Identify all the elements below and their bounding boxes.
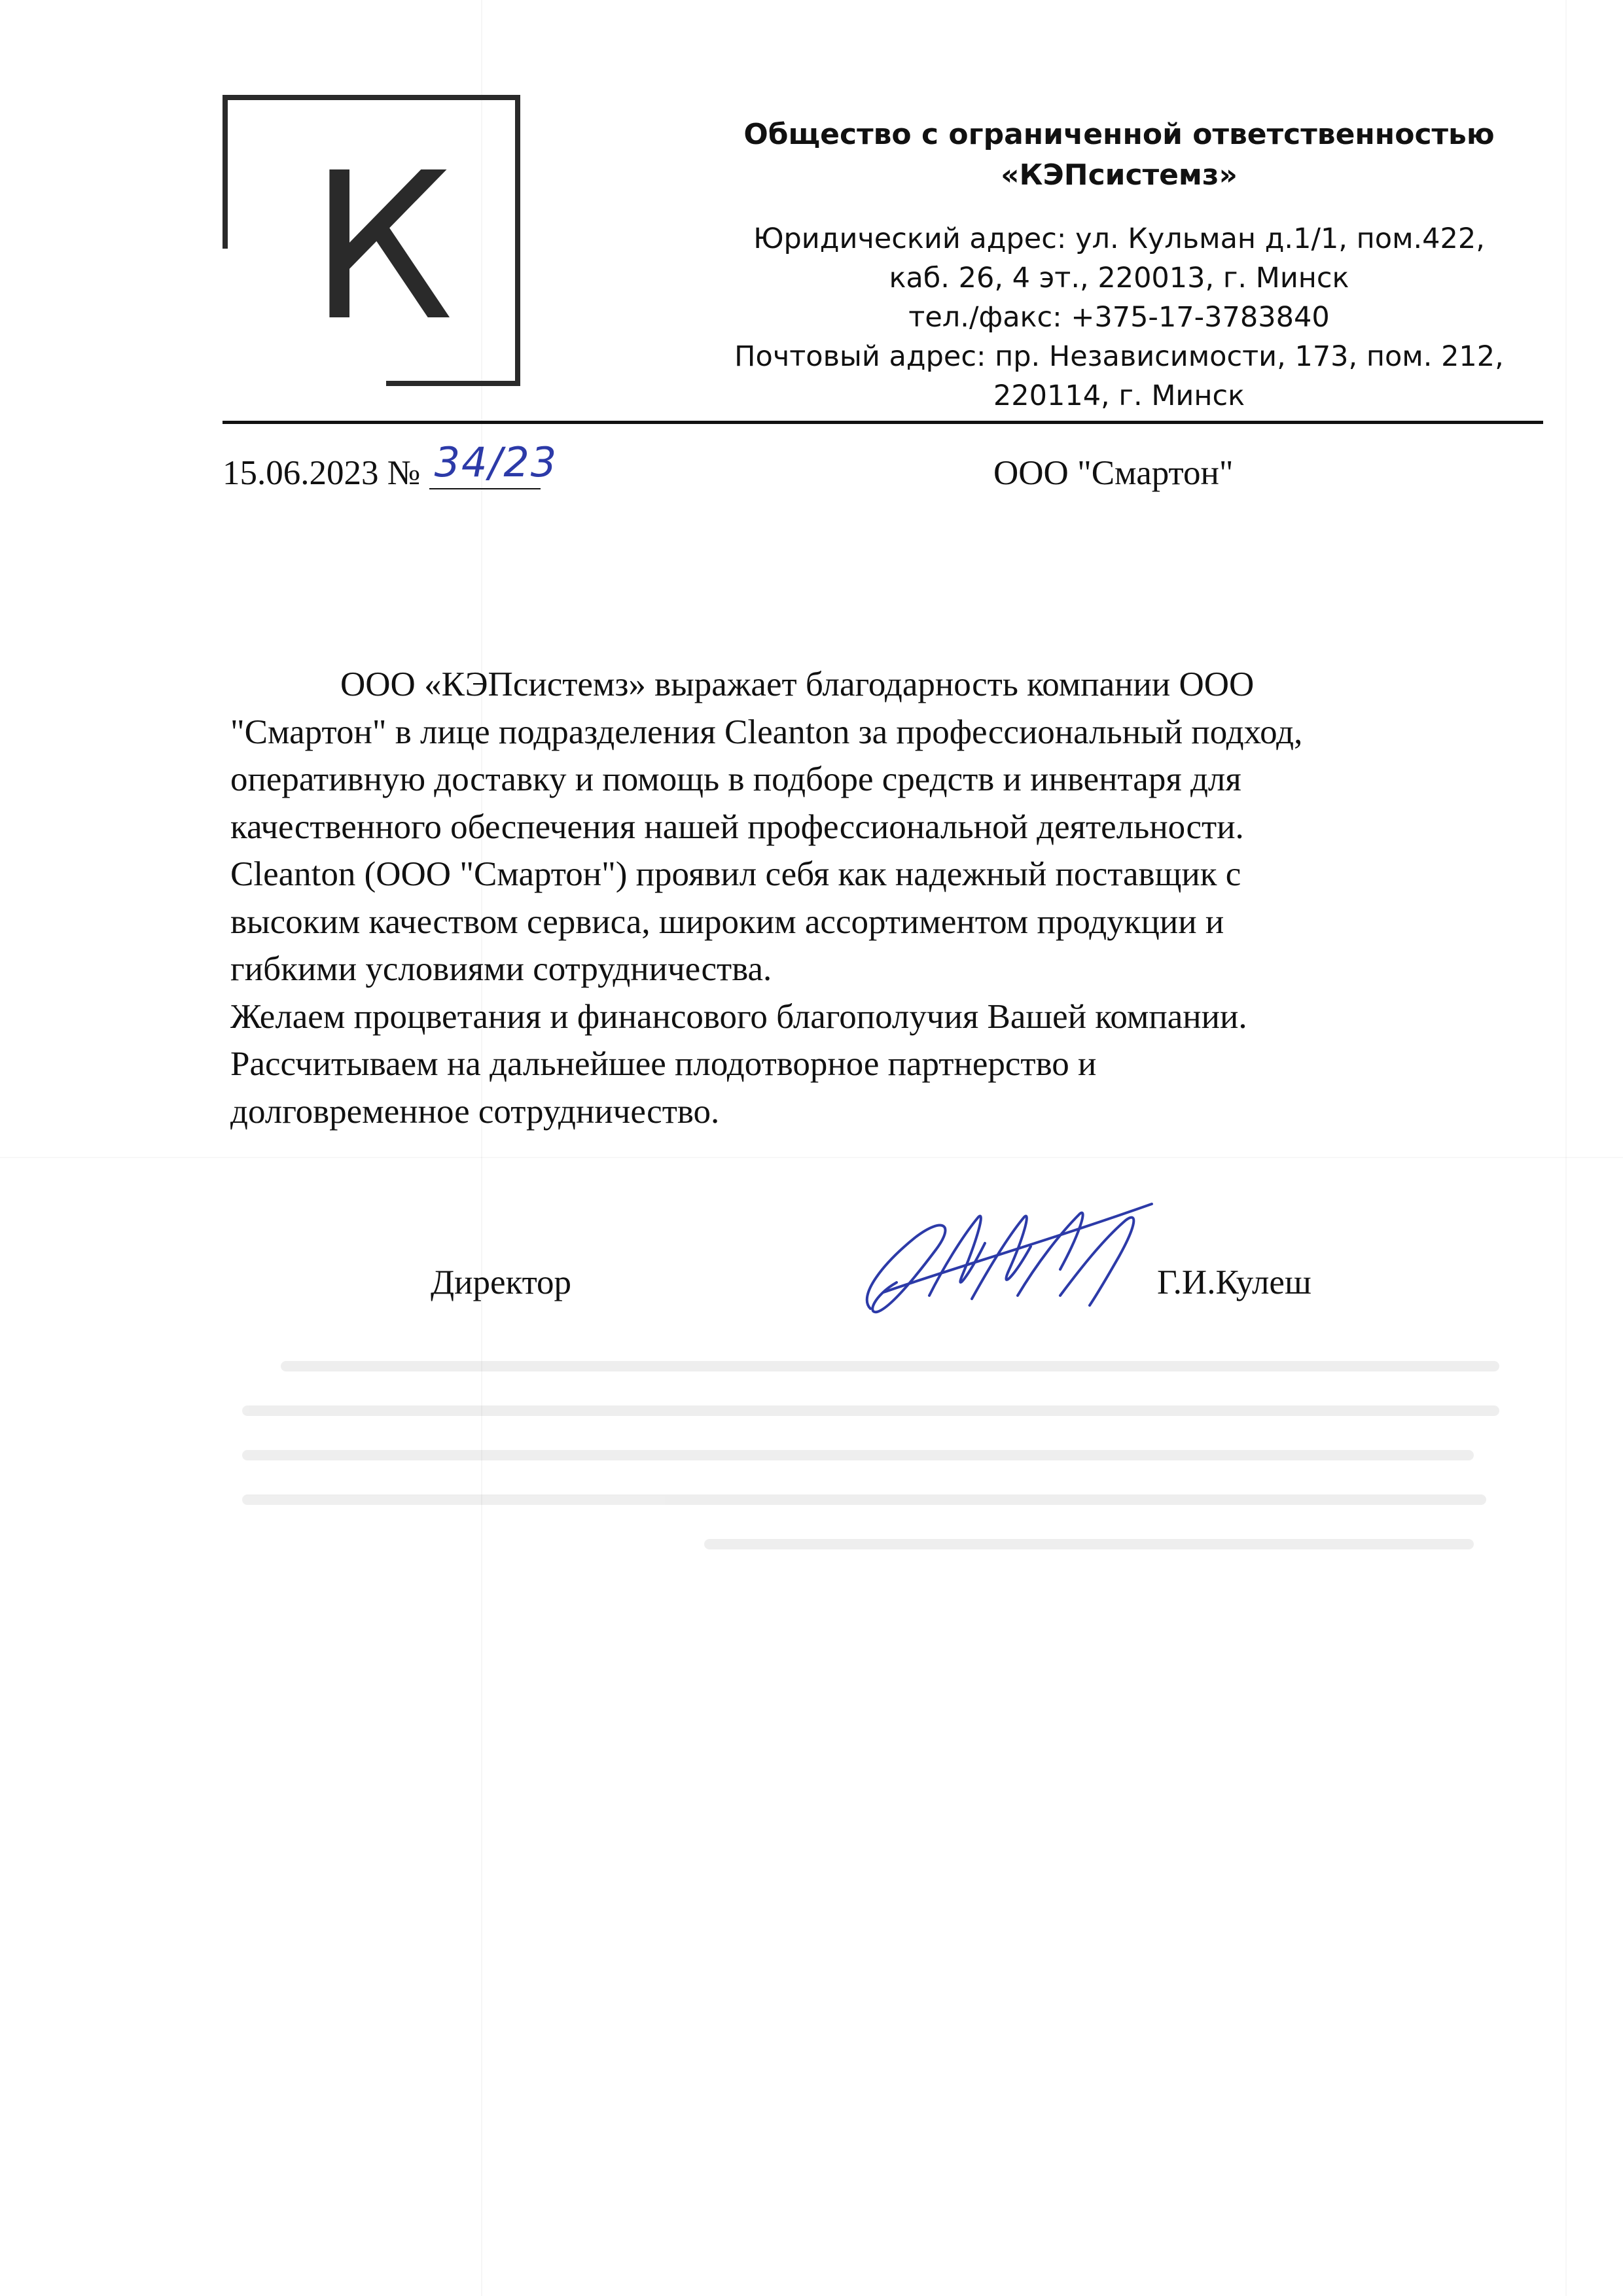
body-line: ООО «КЭПсистемз» выражает благодарность компании ООО xyxy=(340,665,1255,703)
address-line: каб. 26, 4 эт., 220013, г. Минск xyxy=(889,262,1349,294)
address-line: Почтовый адрес: пр. Независимости, 173, пом. 212, xyxy=(734,340,1504,373)
letter-body xyxy=(230,661,1546,1135)
fold-line xyxy=(1565,0,1567,2296)
reference-number-field xyxy=(429,438,558,489)
signatory-name: Г.И.Кулеш xyxy=(1157,1263,1311,1301)
body-line: долговременное сотрудничество. xyxy=(230,1092,720,1131)
reverse-side-bleed xyxy=(242,1361,1525,1583)
body-line: качественного обеспечения нашей профессиональной деятельности. xyxy=(230,807,1244,846)
address-line: тел./факс: +375-17-3783840 xyxy=(908,301,1330,334)
letter-reference xyxy=(223,438,558,496)
header-divider xyxy=(223,421,1543,424)
body-line: Cleanton (ООО "Смартон") проявил себя как надежный поставщик с xyxy=(230,855,1241,893)
logo-letter: К xyxy=(310,130,454,366)
letter-date: 15.06.2023 № xyxy=(223,454,421,492)
body-line: высоким качеством сервиса, широким ассортиментом продукции и xyxy=(230,902,1224,941)
body-line: Рассчитываем на дальнейшее плодотворное партнерство и xyxy=(230,1045,1097,1083)
handwritten-number: 34/23 xyxy=(434,438,558,486)
org-name-line: Общество с ограниченной ответственностью xyxy=(743,118,1495,151)
body-line: "Смартон" в лице подразделения Cleanton за профессиональный подход, xyxy=(230,713,1303,751)
address-line: 220114, г. Минск xyxy=(993,380,1245,412)
body-line: оперативную доставку и помощь в подборе средств и инвентаря для xyxy=(230,760,1241,798)
organization-name xyxy=(687,115,1551,196)
address-line: Юридический адрес: ул. Кульман д.1/1, пом.422, xyxy=(753,222,1485,255)
signatory-title: Директор xyxy=(431,1263,572,1301)
body-line: гибкими условиями сотрудничества. xyxy=(230,950,772,988)
recipient: ООО "Смартон" xyxy=(993,454,1234,492)
body-line: Желаем процветания и финансового благополучия Вашей компании. xyxy=(230,997,1247,1036)
fold-line xyxy=(0,1157,1623,1158)
organization-address xyxy=(687,219,1551,415)
company-logo xyxy=(223,95,520,386)
handwritten-signature xyxy=(844,1197,1171,1328)
org-name-line: «КЭПсистемз» xyxy=(1001,158,1238,192)
